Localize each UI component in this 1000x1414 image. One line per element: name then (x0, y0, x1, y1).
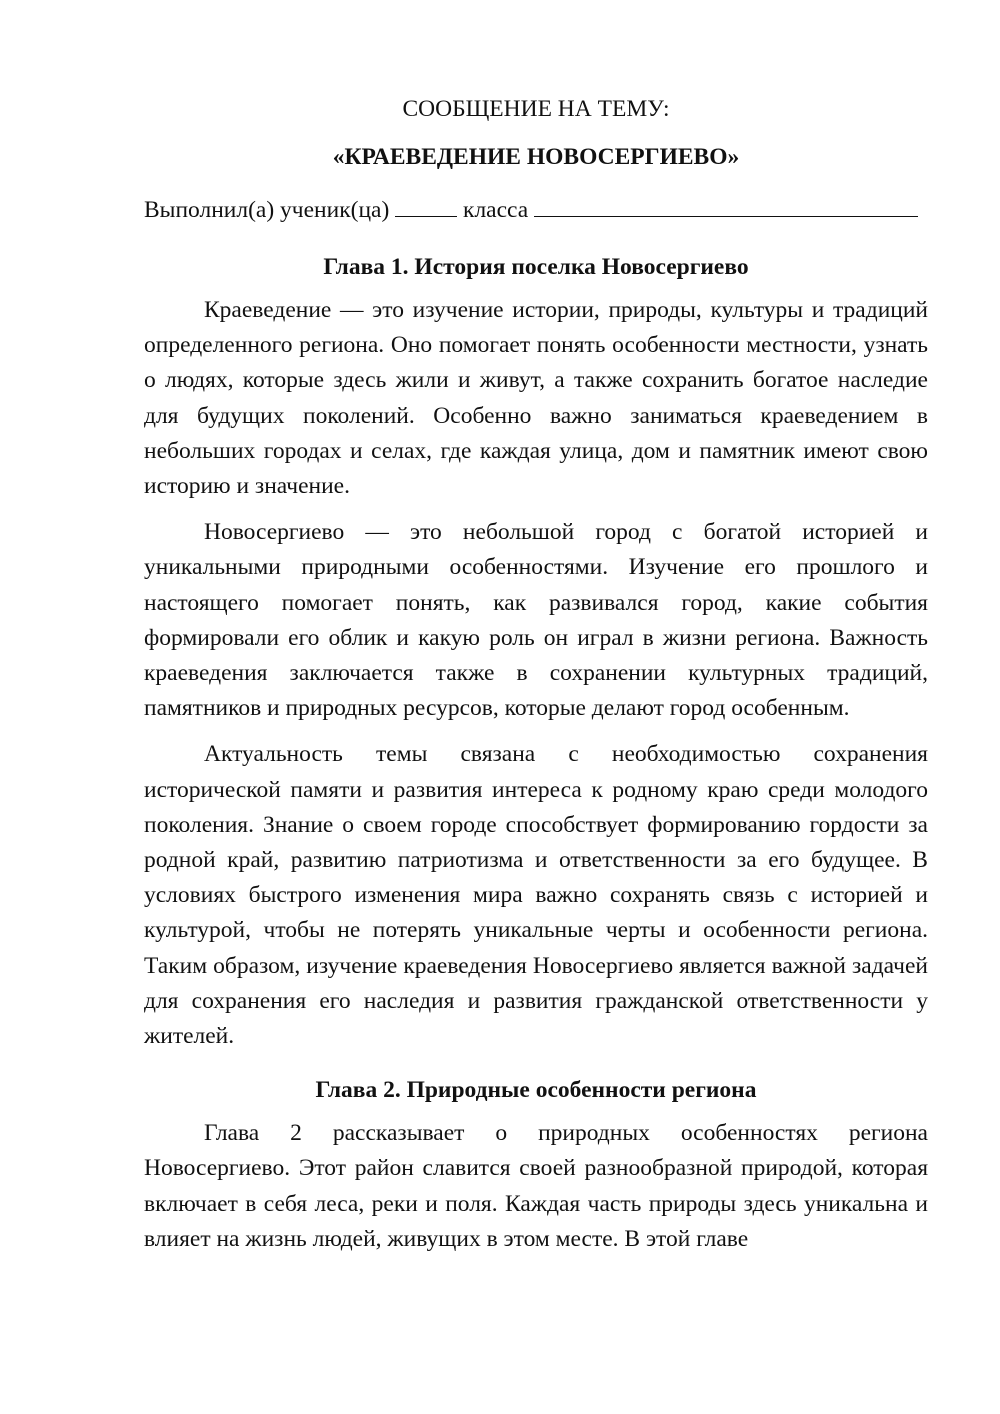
chapter-1-paragraph: Актуальность темы связана с необходимостью сохранения исторической памяти и развития интереса к родному краю среди молодого поколения. Знание о своем городе способствует формированию гордости за родной край, развитию патриотизма и ответственности за его будущее. В условиях быстрого изменения мира важно сохранять связь с историей и культурой, чтобы не потерять уникальные черты и особенности региона. Таким образом, изучение краеведения Новосергиево является важной задачей для сохранения его наследия и развития гражданской ответственности у жителей. (144, 741, 928, 1050)
chapter-2-heading: Глава 2. Природные особенности региона (315, 1077, 757, 1104)
grade-blank (395, 194, 457, 217)
document-title-line-1: СООБЩЕНИЕ НА ТЕМУ: (402, 96, 670, 122)
author-prefix: Выполнил(а) ученик(ца) (144, 197, 390, 223)
name-blank (534, 194, 918, 217)
chapter-1-paragraph: Краеведение — это изучение истории, природы, культуры и традиций определенного региона. Оно помогает понять особенности местности, узнать о людях, которые здесь жили и живут, а также сохранить богатое наследие для будущих поколений. Особенно важно заниматься краеведением в небольших городах и селах, где каждая улица, дом и памятник имеют свою историю и значение. (144, 297, 928, 500)
author-line (144, 193, 928, 228)
document-page (144, 92, 928, 1268)
chapter-1-heading: Глава 1. История поселка Новосергиево (323, 254, 749, 280)
chapter-1-paragraph: Новосергиево — это небольшой город с богатой историей и уникальными природными особенностями. Изучение его прошлого и настоящего помогает понять, как развивался город, какие события формировали его облик и какую роль он играл в жизни региона. Важность краеведения заключается также в сохранении культурных традиций, памятников и природных ресурсов, которые делают город особенным. (144, 519, 928, 722)
class-label: класса (463, 197, 529, 223)
chapter-2-paragraph: Глава 2 рассказывает о природных особенностях региона Новосергиево. Этот район славится своей разнообразной природой, которая включает в себя леса, реки и поля. Каждая часть природы здесь уникальна и влияет на жизнь людей, живущих в этом месте. В этой главе (144, 1120, 928, 1252)
document-title-line-2: «КРАЕВЕДЕНИЕ НОВОСЕРГИЕВО» (332, 144, 740, 170)
